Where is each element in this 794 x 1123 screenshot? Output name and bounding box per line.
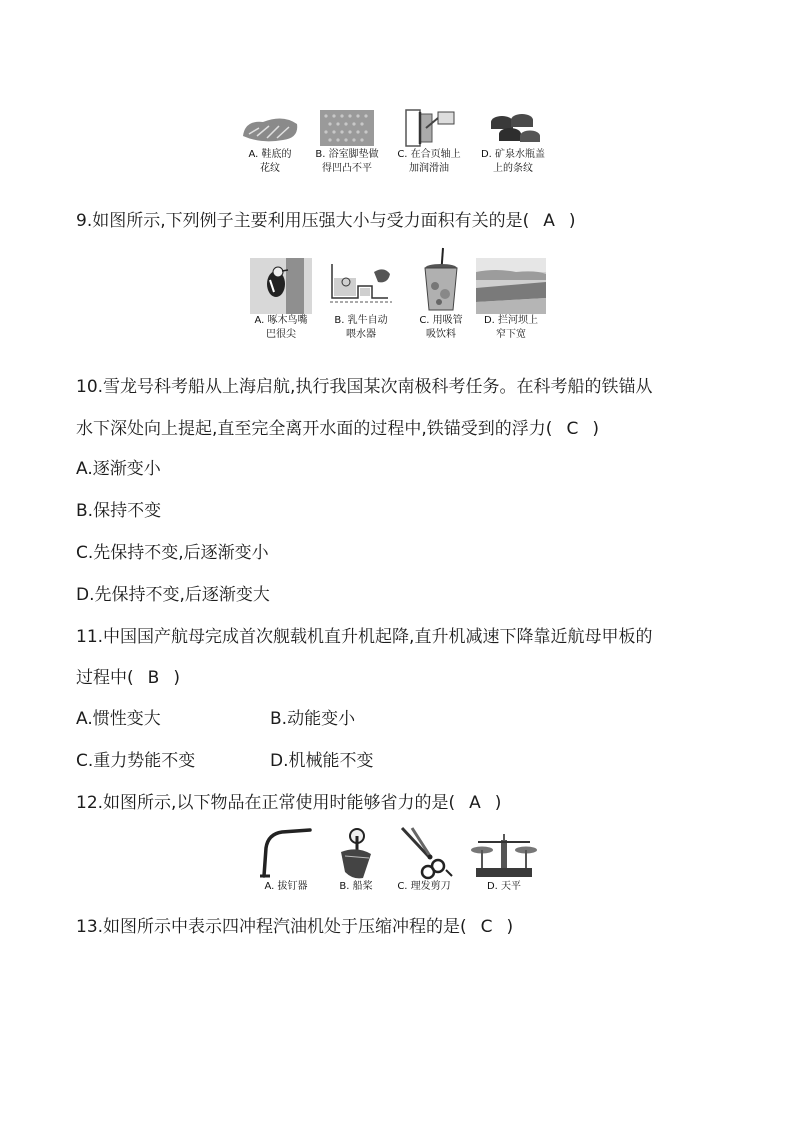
figure-caption: C. 理发剪刀	[397, 881, 451, 892]
figure-caption: 巴很尖	[266, 329, 296, 340]
q12-figure-c	[386, 826, 462, 894]
figure-caption: D. 天平	[486, 881, 522, 892]
figure-caption: B. 浴室脚垫做	[315, 149, 379, 160]
balance-scale-icon	[468, 826, 540, 880]
q9-figure-c	[404, 246, 478, 342]
question-12-stem: 12.如图所示,以下物品在正常使用时能够省力的是( A )	[76, 793, 502, 813]
answer: C	[480, 917, 493, 937]
q10-option-d: D.先保持不变,后逐渐变大	[76, 585, 270, 605]
figure-caption: A. 鞋底的	[248, 149, 292, 160]
q12-figure-a	[254, 826, 318, 894]
figure-caption: 喂水器	[346, 329, 376, 340]
q9-figure-b	[322, 258, 400, 342]
hinge-oil-icon	[398, 108, 460, 148]
answer: A	[469, 793, 481, 813]
question-10-stem-line1: 10.雪龙号科考船从上海启航,执行我国某次南极科考任务。在科考船的铁锚从	[76, 377, 653, 397]
figure-caption: 吸饮料	[426, 329, 456, 340]
figure-caption: 花纹	[260, 163, 280, 174]
figure-caption: B. 乳牛自动	[334, 315, 388, 326]
q8-figure-d	[472, 108, 554, 176]
figure-caption: A. 啄木鸟嘴	[254, 315, 308, 326]
q10-option-b: B.保持不变	[76, 501, 162, 521]
figure-caption: C. 在合页轴上	[397, 149, 461, 160]
scissors-icon	[394, 826, 454, 880]
figure-caption: B. 船桨	[339, 881, 373, 892]
bottle-caps-icon	[482, 108, 544, 148]
figure-caption: 加润滑油	[409, 163, 449, 174]
oar-icon	[331, 826, 381, 880]
question-9-stem: 9.如图所示,下列例子主要利用压强大小与受力面积有关的是( A )	[76, 211, 576, 231]
q8-figure-a	[238, 108, 302, 176]
answer: A	[543, 211, 555, 231]
q8-figure-b	[306, 108, 388, 176]
question-11-stem-line2: 过程中( B )	[76, 668, 180, 688]
crowbar-icon	[256, 826, 316, 880]
q11-option-a: A.惯性变大	[76, 709, 161, 729]
figure-caption: D. 矿泉水瓶盖	[480, 149, 546, 160]
q11-option-d: D.机械能不变	[270, 751, 374, 771]
question-10-stem-line2: 水下深处向上提起,直至完全离开水面的过程中,铁锚受到的浮力( C )	[76, 419, 599, 439]
q10-option-a: A.逐渐变小	[76, 459, 161, 479]
question-13-stem: 13.如图所示中表示四冲程汽油机处于压缩冲程的是( C )	[76, 917, 514, 937]
figure-caption: 上的条纹	[493, 163, 533, 174]
q9-figure-d	[474, 258, 548, 342]
question-11-stem-line1: 11.中国国产航母完成首次舰载机直升机起降,直升机减速下降靠近航母甲板的	[76, 627, 653, 647]
q9-figure-a	[244, 258, 318, 342]
q12-figure-d	[464, 826, 544, 894]
figure-caption: D. 拦河坝上	[483, 315, 539, 326]
cow-feeder-icon	[328, 258, 394, 314]
q11-option-c: C.重力势能不变	[76, 751, 196, 771]
figure-caption: 得凹凸不平	[322, 163, 372, 174]
bath-mat-icon	[316, 108, 378, 148]
figure-caption: 窄下宽	[496, 329, 526, 340]
straw-cup-icon	[413, 246, 469, 314]
answer: C	[566, 419, 579, 439]
dam-icon	[476, 258, 546, 314]
shoe-sole-icon	[239, 108, 301, 148]
q11-option-b: B.动能变小	[270, 709, 356, 729]
q12-figure-b	[326, 826, 386, 894]
woodpecker-icon	[250, 258, 312, 314]
figure-caption: C. 用吸管	[419, 315, 463, 326]
figure-caption: A. 拔钉器	[264, 881, 308, 892]
q8-figure-c	[388, 108, 470, 176]
q10-option-c: C.先保持不变,后逐渐变小	[76, 543, 269, 563]
answer: B	[147, 668, 160, 688]
